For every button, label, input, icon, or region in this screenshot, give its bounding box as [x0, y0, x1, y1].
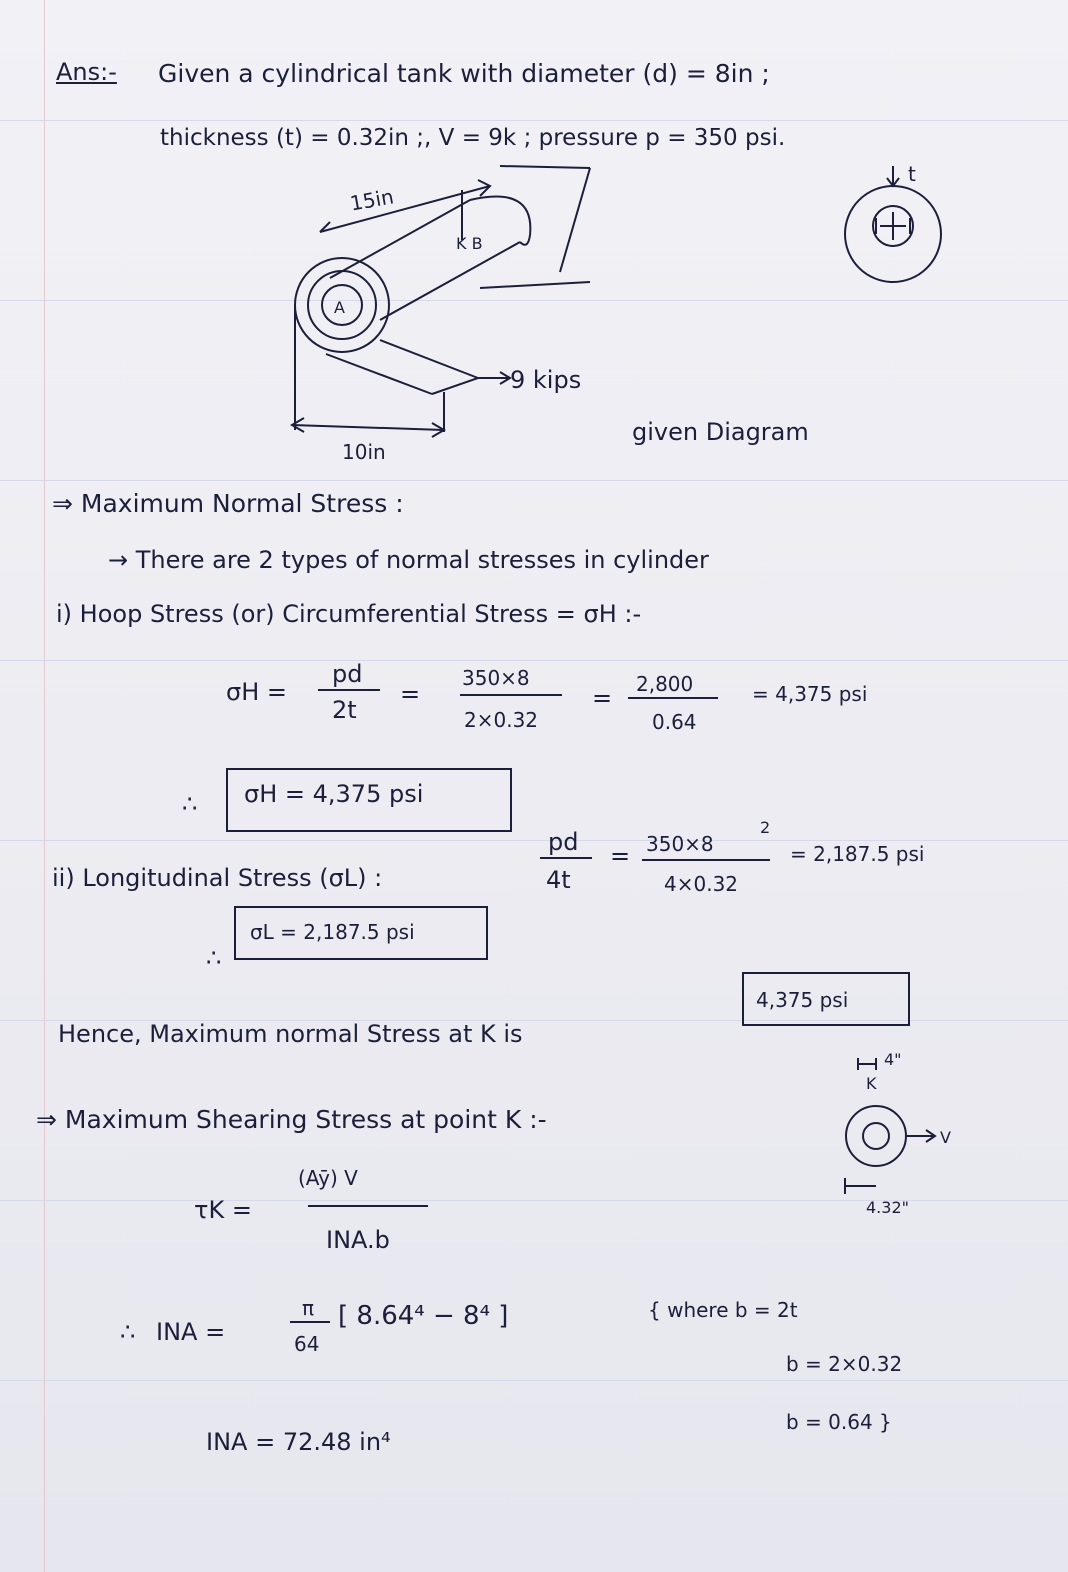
pi-symbol: π	[302, 1296, 315, 1320]
where-line-3: b = 0.64 }	[786, 1410, 892, 1434]
equals-sign: =	[400, 680, 421, 708]
long-result: = 2,187.5 psi	[790, 842, 925, 866]
longitudinal-stress-title: ii) Longitudinal Stress (σL) :	[52, 864, 383, 892]
hoop-denominator-1: 2t	[332, 696, 357, 724]
hoop-denominator-2: 2×0.32	[464, 708, 539, 732]
where-line-1: { where b = 2t	[648, 1298, 798, 1322]
thickness-label: t	[908, 162, 916, 186]
hoop-stress-title: i) Hoop Stress (or) Circumferential Stress = σH :-	[56, 600, 642, 628]
long-boxed-result: σL = 2,187.5 psi	[250, 920, 415, 944]
hence-statement: Hence, Maximum normal Stress at K is	[58, 1020, 523, 1048]
max-normal-value: 4,375 psi	[756, 988, 849, 1012]
ans-label: Ans:-	[56, 58, 117, 86]
tau-symbol: τK =	[194, 1196, 252, 1224]
long-numerator-1: pd	[548, 828, 579, 856]
hoop-denominator-3: 0.64	[652, 710, 697, 734]
load-label: 9 kips	[510, 366, 582, 394]
ina-symbol: INA =	[156, 1318, 226, 1346]
point-a-label: A	[334, 298, 345, 317]
point-k-b-label: K B	[456, 234, 483, 253]
long-denominator-1: 4t	[546, 866, 571, 894]
tau-denominator: INA.b	[326, 1226, 390, 1254]
hoop-result: = 4,375 psi	[752, 682, 868, 706]
normal-stress-heading: ⇒ Maximum Normal Stress :	[52, 489, 404, 518]
dim-15in-label: 15in	[348, 184, 396, 216]
where-line-2: b = 2×0.32	[786, 1352, 903, 1376]
therefore-symbol: ∴	[206, 944, 222, 972]
hoop-numerator-3: 2,800	[636, 672, 694, 696]
equals-sign: =	[610, 842, 631, 870]
therefore-symbol: ∴	[182, 790, 198, 818]
shear-stress-heading: ⇒ Maximum Shearing Stress at point K :-	[36, 1105, 547, 1134]
ina-result: INA = 72.48 in⁴	[206, 1428, 391, 1456]
normal-stress-intro: → There are 2 types of normal stresses in cylinder	[108, 546, 709, 574]
given-line-1: Given a cylindrical tank with diameter (d) = 8in ;	[158, 59, 770, 88]
diagram-caption: given Diagram	[632, 418, 809, 446]
given-line-2: thickness (t) = 0.32in ;, V = 9k ; pressure p = 350 psi.	[160, 125, 786, 151]
hoop-symbol: σH =	[226, 678, 287, 706]
point-k-label: K	[866, 1074, 877, 1093]
equals-sign: =	[592, 684, 613, 712]
sixty-four: 64	[294, 1332, 320, 1356]
therefore-symbol: ∴	[120, 1318, 136, 1346]
hoop-numerator-2: 350×8	[462, 666, 530, 690]
v-label: V	[940, 1128, 951, 1147]
ina-bracket-expression: [ 8.64⁴ − 8⁴ ]	[338, 1301, 509, 1331]
dim-432in-label: 4.32"	[866, 1198, 909, 1217]
long-numerator-2: 350×8	[646, 832, 714, 856]
hoop-boxed-result: σH = 4,375 psi	[244, 780, 424, 808]
long-denominator-2: 4×0.32	[664, 872, 739, 896]
tau-numerator: (Aȳ) V	[298, 1166, 358, 1190]
dim-4in-label: 4"	[884, 1050, 902, 1069]
dim-10in-label: 10in	[342, 440, 386, 464]
hoop-numerator-1: pd	[332, 660, 363, 688]
long-superscript: 2	[760, 818, 771, 837]
